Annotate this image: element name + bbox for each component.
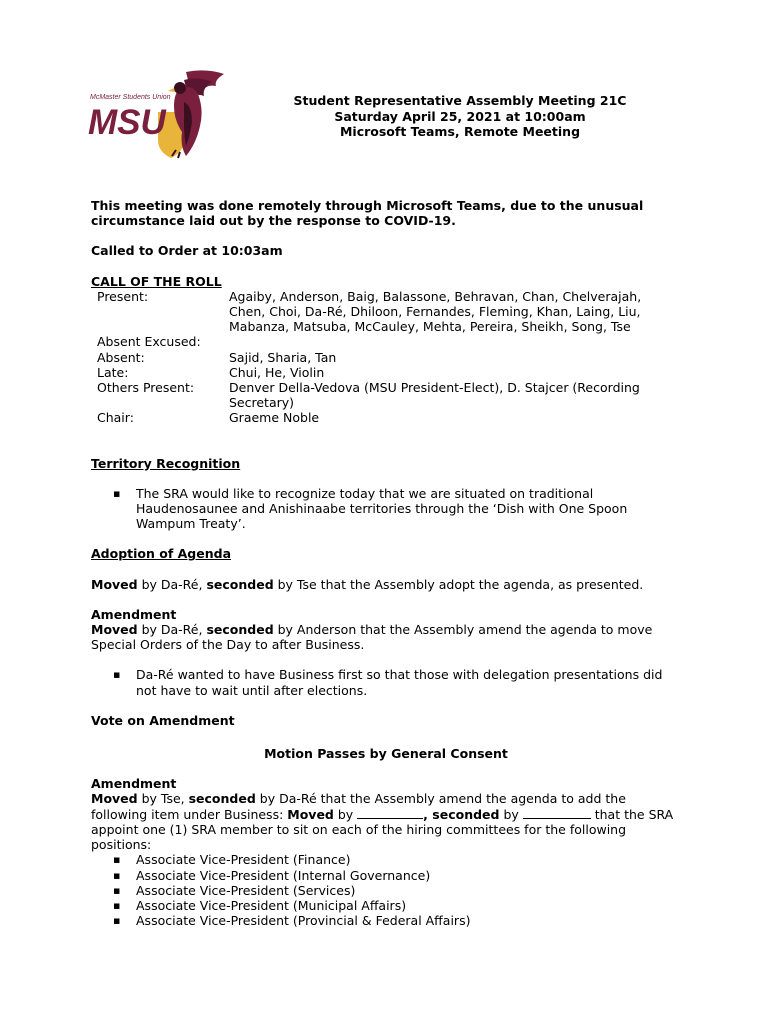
list-item: ▪ Associate Vice-President (Municipal Affairs) (91, 898, 681, 913)
roll-label: Absent Excused: (97, 334, 201, 350)
meeting-date: Saturday April 25, 2021 at 10:00am (334, 108, 586, 124)
roll-value: Chui, He, Violin (229, 364, 325, 380)
roll-value (229, 334, 681, 349)
roll-label: Others Present: (97, 380, 195, 396)
meeting-title: Student Representative Assembly Meeting 21C (293, 93, 627, 108)
msu-logo (88, 66, 230, 162)
list-item: ▪ Associate Vice-President (Services) (91, 883, 681, 898)
meeting-location: Microsoft Teams, Remote Meeting (339, 124, 581, 139)
roll-label: Late: (97, 364, 129, 380)
amendment-title: Amendment (91, 606, 177, 622)
territory-list (91, 486, 681, 532)
roll-label: Chair: (97, 410, 134, 426)
logo-top-text: McMaster Students Union (90, 94, 171, 101)
roll-value: Denver Della-Vedova (MSU President-Elect), D. Stajcer (Recording Secretary) (229, 380, 640, 411)
logo-main-text: MSU (88, 103, 166, 142)
blank-line (523, 807, 591, 819)
motion-adopt-agenda: Moved by Da-Ré, seconded by Tse that the Assembly adopt the agenda, as presented. (91, 576, 644, 592)
amendment-motion: Moved by Da-Ré, seconded by Anderson that the Assembly amend the agenda to move Special Orders of the Day to after Business. (91, 622, 653, 653)
roll-value: Agaiby, Anderson, Baig, Balassone, Behravan, Chan, Chelverajah, Chen, Choi, Da-Ré, Dhiloon, Fernandes, Fleming, Khan, Laing, Liu, Mabanza, Matsuba, McCauley, Mehta, Pereira, Sheikh, Song, Tse (229, 288, 642, 335)
roll-value: Graeme Noble (229, 410, 320, 426)
minutes-body (91, 198, 681, 928)
list-item: ▪ Associate Vice-President (Provincial & Federal Affairs) (91, 913, 681, 928)
roll-heading: CALL OF THE ROLL (91, 273, 222, 289)
motion-result: Motion Passes by General Consent (264, 746, 508, 762)
blank-line (357, 807, 423, 819)
amendment-motion: Moved by Tse, seconded by Da-Ré that the Assembly amend the agenda to add the following item under Business: Moved by , seconded by that the SRA appoint one (1) SRA member to sit on each of the hiring committees for the following positions: (91, 791, 674, 853)
meeting-header (250, 93, 670, 140)
roll-value: Sajid, Sharia, Tan (229, 349, 337, 365)
agenda-heading: Adoption of Agenda (91, 546, 232, 562)
list-item: ▪ Associate Vice-President (Internal Governance) (91, 868, 681, 883)
amendment-title: Amendment (91, 776, 177, 792)
list-item: ▪ The SRA would like to recognize today that we are situated on traditional Haudenosaunee and Anishinaabe territories through the ‘Dish with One Spoon Wampum Treaty’. (91, 486, 681, 532)
roll-label: Absent: (97, 349, 145, 365)
msu-hawk-icon (88, 66, 230, 162)
called-to-order: Called to Order at 10:03am (91, 243, 283, 259)
amendment-notes (91, 667, 681, 697)
vote-title: Vote on Amendment (91, 712, 235, 728)
list-item: ▪ Da-Ré wanted to have Business first so that those with delegation presentations did not have to wait until after elections. (91, 667, 681, 697)
list-item: ▪ Associate Vice-President (Finance) (91, 852, 681, 867)
roll-table (91, 289, 681, 426)
territory-heading: Territory Recognition (91, 455, 241, 471)
positions-list (91, 852, 681, 928)
intro-text: This meeting was done remotely through Microsoft Teams, due to the unusual circumstance laid out by the response to COVID-19. (91, 198, 644, 229)
roll-label: Present: (97, 288, 149, 304)
